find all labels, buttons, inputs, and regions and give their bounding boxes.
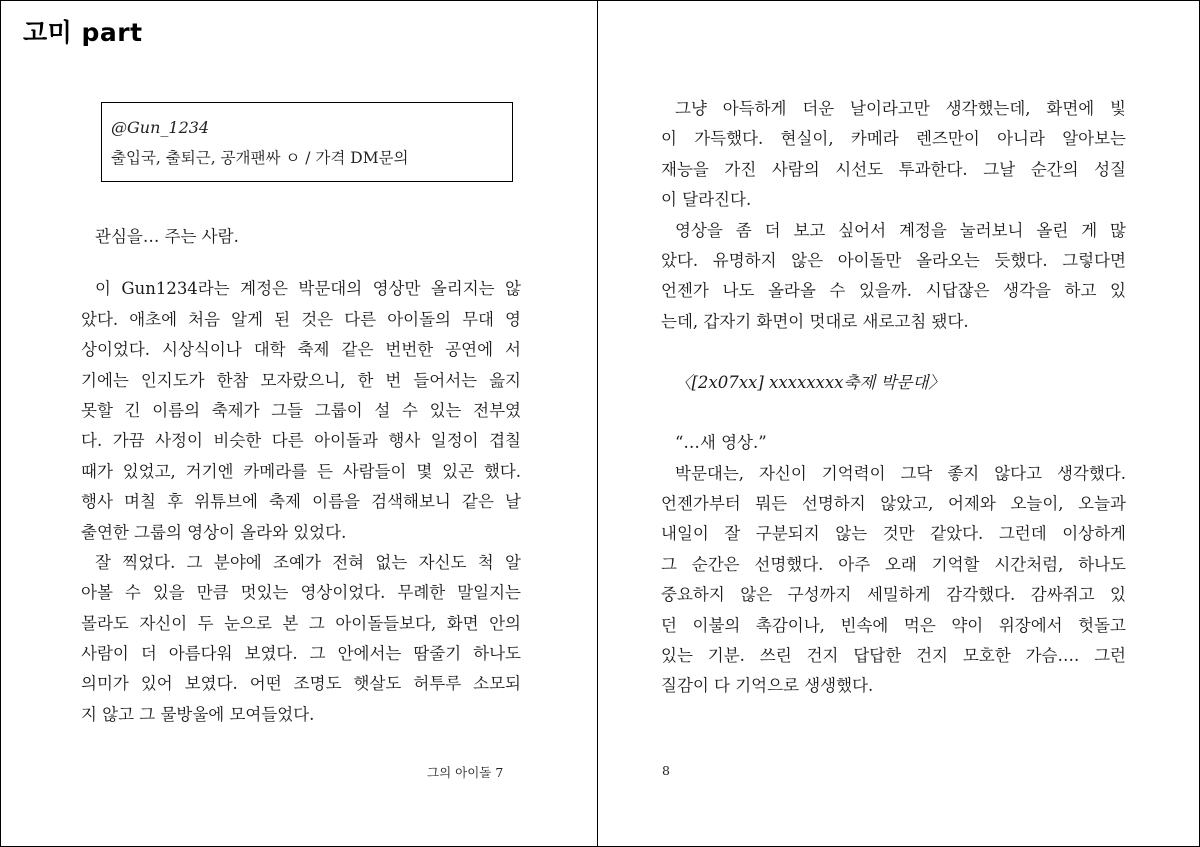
text-line: 이 Gun1234라는 계정은 박문대의 영상만 올리지는 않 — [95, 279, 521, 299]
text-line: 언젠가 나도 올라올 수 있을까. 시답잖은 생각을 하고 있 — [661, 281, 1126, 301]
text-line: “…새 영상.” — [675, 433, 767, 453]
handwritten-tag: 고미 part — [23, 18, 143, 47]
right-page-body — [661, 94, 1126, 702]
account-description: 출입국, 출퇴근, 공개팬싸 ㅇ / 가격 DM문의 — [111, 149, 409, 167]
text-line — [661, 337, 1126, 367]
text-line — [661, 398, 1126, 428]
text-line: 아볼 수 있을 만큼 멋있는 영상이었다. 무례한 말일지는 — [81, 583, 521, 603]
left-page-body — [81, 222, 521, 730]
text-line: 의미가 있어 보였다. 어떤 조명도 햇살도 허투루 소모되 — [81, 674, 521, 694]
text-line: 몰라도 자신이 두 눈으로 본 그 아이돌들보다, 화면 안의 — [81, 613, 521, 633]
text-line: 았다. 애초에 처음 알게 된 것은 다른 아이돌의 무대 영 — [81, 309, 521, 329]
right-page — [598, 1, 1199, 846]
text-line: 이 달라진다. — [661, 190, 752, 210]
text-line: 언젠가부터 뭐든 선명하지 않았고, 어제와 오늘이, 오늘과 — [661, 494, 1126, 514]
page-folio-left: 그의 아이돌 7 — [427, 765, 504, 780]
text-line: 사람이 더 아름다워 보였다. 그 안에서는 땀줄기 하나도 — [81, 644, 521, 664]
text-line: 상이었다. 시상식이나 대학 축제 같은 번번한 공연에 서 — [81, 340, 521, 360]
text-line: 때가 있었고, 거기엔 카메라를 든 사람들이 몇 있곤 했다. — [81, 461, 521, 481]
profile-quote-box — [101, 102, 513, 182]
text-line: 지 않고 그 물방울에 모여들었다. — [81, 704, 315, 724]
text-line: 내일이 잘 구분되지 않는 것만 같았다. 그런데 이상하게 — [661, 524, 1126, 544]
text-line: 있는 기분. 쓰린 건지 답답한 건지 모호한 가슴…. 그런 — [661, 646, 1126, 666]
text-line: 그 순간은 선명했다. 아주 오래 기억할 시간처럼, 하나도 — [661, 554, 1126, 574]
left-page — [1, 1, 597, 846]
text-line: 영상을 좀 더 보고 싶어서 계정을 눌러보니 올린 게 많 — [675, 220, 1126, 240]
text-line: 재능을 가진 사람의 시선도 투과한다. 그날 순간의 성질 — [661, 159, 1126, 179]
account-handle: @Gun_1234 — [111, 118, 210, 137]
text-line: 박문대는, 자신이 기억력이 그닥 좋지 않다고 생각했다. — [675, 463, 1126, 483]
text-line: 잘 찍었다. 그 분야에 조예가 전혀 없는 자신도 척 알 — [95, 552, 521, 572]
text-line: 못할 긴 이름의 축제가 그들 그룹이 설 수 있는 전부였 — [81, 400, 521, 420]
text-line: 았다. 유명하지 않은 아이돌만 올라오는 듯했다. 그렇다면 — [661, 250, 1126, 270]
text-line: 다. 가끔 사정이 비슷한 다른 아이돌과 행사 일정이 겹칠 — [81, 431, 521, 451]
text-line — [81, 252, 521, 274]
text-line: 던 이불의 촉감이나, 빈속에 먹은 약이 위장에서 헛돌고 — [661, 615, 1126, 635]
text-line: 그냥 아득하게 더운 날이라고만 생각했는데, 화면에 빛 — [675, 99, 1126, 118]
text-line: 이 가득했다. 현실이, 카메라 렌즈만이 아니라 알아보는 — [661, 129, 1126, 149]
text-line: 행사 며칠 후 위튜브에 축제 이름을 검색해보니 같은 날 — [81, 492, 521, 512]
text-line: 중요하지 않은 구성까지 세밀하게 감각했다. 감싸쥐고 있 — [661, 585, 1126, 605]
text-line: 기에는 인지도가 한참 모자랐으니, 한 번 들어서는 읊지 — [81, 370, 521, 390]
text-line: 질감이 다 기억으로 생생했다. — [661, 676, 874, 696]
text-line: 출연한 그룹의 영상이 올라와 있었다. — [81, 522, 347, 542]
text-line: 관심을… 주는 사람. — [95, 227, 239, 246]
text-line: 는데, 갑자기 화면이 멋대로 새로고침 됐다. — [661, 311, 969, 331]
section-heading: 〈[2x07xx] xxxxxxxx축제 박문대〉 — [675, 372, 945, 392]
page-folio-right: 8 — [662, 763, 670, 778]
